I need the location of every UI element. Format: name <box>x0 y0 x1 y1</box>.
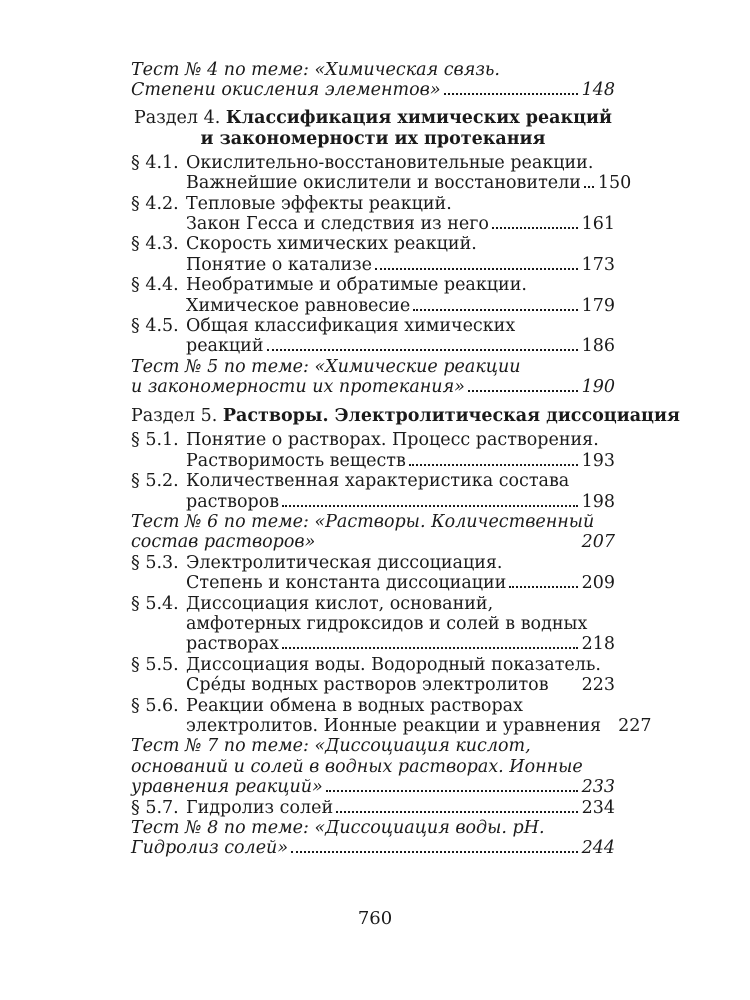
page-ref: 198 <box>581 491 615 512</box>
toc-entry-5-3[interactable] <box>131 553 615 594</box>
paragraph-number: § 4.4. <box>131 275 179 296</box>
paragraph-number: § 4.2. <box>131 193 179 214</box>
toc-entry-4-3[interactable] <box>131 234 615 275</box>
toc-entry-5-4[interactable] <box>131 594 615 655</box>
entry-text: растворов <box>186 491 280 512</box>
toc-entry-test-5[interactable] <box>131 357 615 398</box>
paragraph-number: § 4.3. <box>131 234 179 255</box>
page-ref: 207 <box>581 532 615 553</box>
entry-text: Скорость химических реакций. <box>186 234 477 255</box>
page-ref: 223 <box>581 675 615 696</box>
dot-leader <box>291 851 578 853</box>
entry-text: Важнейшие окислители и восстановители <box>186 173 581 194</box>
dot-leader <box>267 349 578 351</box>
dot-leader <box>336 811 577 813</box>
page-ref: 234 <box>581 797 615 818</box>
page-ref: 218 <box>581 634 615 655</box>
entry-text: Гидролиз солей <box>186 797 334 818</box>
paragraph-number: § 5.5. <box>131 654 179 675</box>
entry-text: Количественная характеристика состава <box>186 471 570 492</box>
entry-text: Необратимые и обратимые реакции. <box>186 275 527 296</box>
toc-entry-test-4[interactable] <box>131 60 615 101</box>
section-title: и закономерности их протекания <box>200 128 546 149</box>
section-title: Растворы. Электролитическая диссоциация <box>222 406 680 427</box>
toc-entry-5-2[interactable] <box>131 471 615 512</box>
toc-entry-5-5[interactable] <box>131 655 615 696</box>
entry-text: Диссоциация кислот, оснований, <box>186 593 494 614</box>
section-heading-5[interactable] <box>131 406 680 427</box>
entry-text: Тест № 7 по теме: «Диссоциация кислот, <box>131 736 531 757</box>
entry-text: растворах <box>186 634 280 655</box>
toc-entry-4-4[interactable] <box>131 275 615 316</box>
entry-text: Общая классификация химических <box>186 315 516 336</box>
dot-leader <box>413 309 577 311</box>
dot-leader <box>409 464 578 466</box>
entry-text: Растворимость веществ <box>186 450 406 471</box>
entry-text: Тест № 8 по теме: «Диссоциация воды. рН. <box>131 817 545 838</box>
paragraph-number: § 5.6. <box>131 695 179 716</box>
toc-entry-4-1[interactable] <box>131 152 632 194</box>
page-ref: 179 <box>581 295 615 316</box>
page-ref: 193 <box>581 450 615 471</box>
toc-entry-5-1[interactable] <box>131 430 615 471</box>
paragraph-number: § 4.1. <box>131 152 179 173</box>
toc-entry-test-6[interactable] <box>131 512 615 553</box>
entry-text: реакций <box>186 336 264 357</box>
entry-text: Электролитическая диссоциация. <box>186 552 503 573</box>
dot-leader <box>282 505 577 507</box>
section-prefix: Раздел 4. <box>134 107 221 128</box>
entry-text: Степень и константа диссоциации <box>186 573 507 594</box>
page-ref: 148 <box>581 80 615 101</box>
paragraph-number: § 5.2. <box>131 471 179 492</box>
page-ref: 227 <box>618 715 652 736</box>
page-ref: 150 <box>597 173 632 194</box>
page-ref: 244 <box>581 838 615 859</box>
entry-text: оснований и солей в водных растворах. Ионные <box>131 756 583 777</box>
paragraph-number: § 5.7. <box>131 797 179 818</box>
section-prefix: Раздел 5. <box>131 406 218 427</box>
dot-leader <box>509 586 577 588</box>
entry-text: Тест № 6 по теме: «Растворы. Количественный <box>131 512 595 533</box>
toc-entry-5-6[interactable] <box>131 695 652 737</box>
paragraph-number: § 5.3. <box>131 552 179 573</box>
paragraph-number: § 5.1. <box>131 430 179 451</box>
toc-entry-4-2[interactable] <box>131 194 615 235</box>
entry-text: Понятие о катализе <box>186 254 373 275</box>
section-title: Классификация химических реакций <box>225 107 612 128</box>
paragraph-number: § 5.4. <box>131 593 179 614</box>
page-ref: 190 <box>581 377 615 398</box>
page-ref: 161 <box>581 213 615 234</box>
entry-text: Диссоциация воды. Водородный показатель. <box>186 654 601 675</box>
entry-text: Сре́ды водных растворов электролитов <box>186 675 549 696</box>
entry-text: Окислительно-восстановительные реакции. <box>186 152 594 173</box>
entry-text: Тепловые эффекты реакций. <box>186 193 452 214</box>
entry-text: Степени окисления элементов» <box>131 80 441 101</box>
entry-text: Закон Гесса и следствия из него <box>186 213 489 234</box>
dot-leader <box>444 93 578 95</box>
page-number: 760 <box>357 908 393 929</box>
page-ref: 173 <box>581 254 615 275</box>
entry-text: Тест № 5 по теме: «Химические реакции <box>131 356 521 377</box>
toc-entry-5-7[interactable] <box>131 798 615 818</box>
entry-text: и закономерности их протекания» <box>131 377 465 398</box>
entry-text: амфотерных гидроксидов и солей в водных <box>186 613 588 634</box>
page-ref: 209 <box>581 573 615 594</box>
dot-leader <box>326 790 578 792</box>
entry-text: уравнения реакций» <box>131 777 323 798</box>
toc-entry-test-8[interactable] <box>131 818 615 859</box>
page-ref: 233 <box>581 777 615 798</box>
dot-leader <box>492 227 578 229</box>
entry-text: Реакции обмена в водных растворах <box>186 695 523 716</box>
table-of-contents <box>131 60 680 859</box>
entry-text: состав растворов» <box>131 532 316 553</box>
entry-text: Гидролиз солей» <box>131 838 289 859</box>
toc-entry-4-5[interactable] <box>131 316 615 357</box>
paragraph-number: § 4.5. <box>131 315 179 336</box>
entry-text: Тест № 4 по теме: «Химическая связь. <box>131 60 500 80</box>
dot-leader <box>468 390 578 392</box>
dot-leader <box>282 647 578 649</box>
entry-text: электролитов. Ионные реакции и уравнения <box>186 715 602 736</box>
dot-leader <box>584 186 594 188</box>
dot-leader <box>375 268 578 270</box>
entry-text: Химическое равновесие <box>186 295 411 316</box>
section-heading-4[interactable] <box>131 108 615 150</box>
toc-entry-test-7[interactable] <box>131 736 615 797</box>
entry-text: Понятие о растворах. Процесс растворения. <box>186 430 599 451</box>
page-ref: 186 <box>581 336 615 357</box>
